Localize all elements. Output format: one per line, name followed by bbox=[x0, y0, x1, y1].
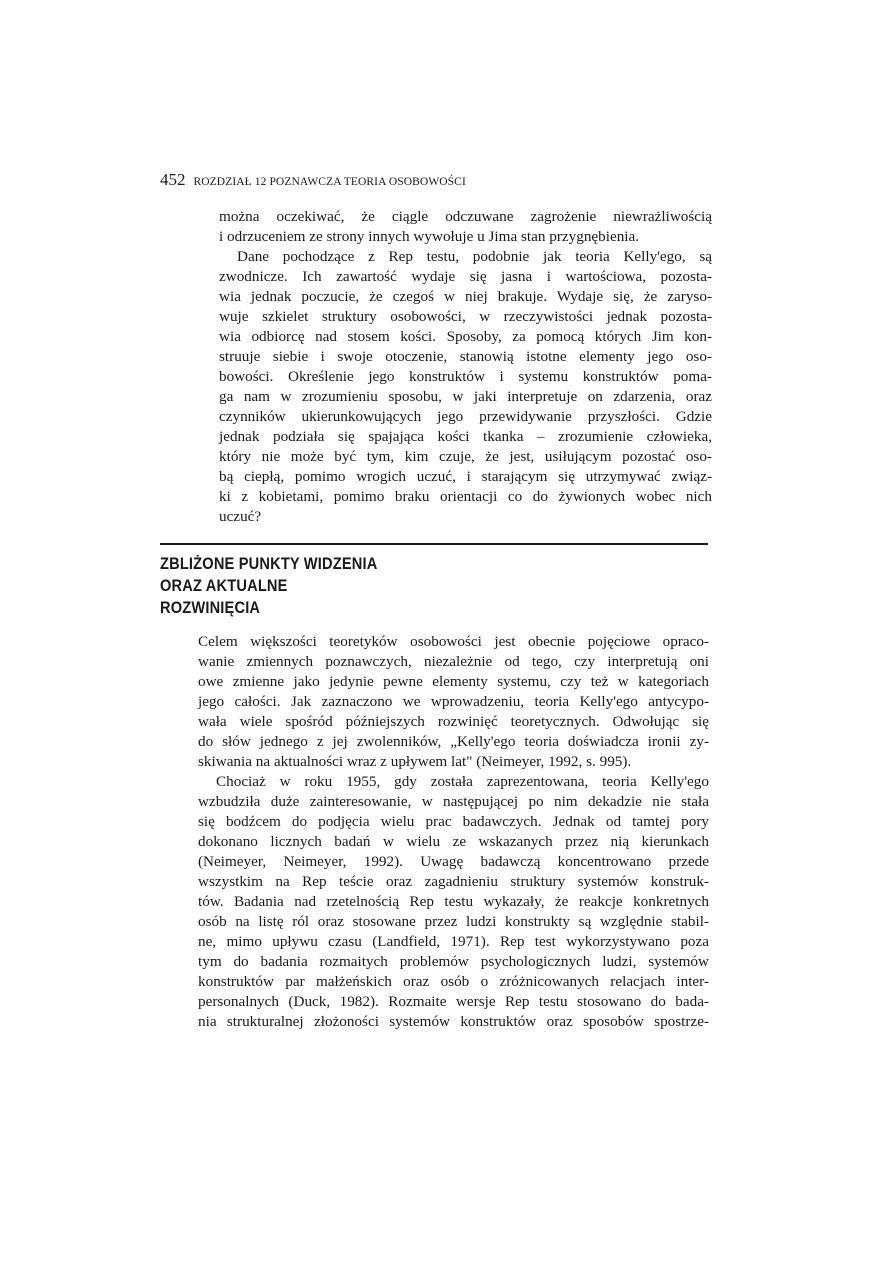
section-heading-line: ZBLIŻONE PUNKTY WIDZENIA bbox=[160, 554, 378, 573]
text-line: owe zmienne jako jedynie pewne elementy systemu, czy też w kategoriach bbox=[198, 673, 709, 690]
text-line: wuje szkielet struktury osobowości, w rzeczywistości jednak pozosta- bbox=[219, 308, 712, 325]
text-line: konstruktów par małżeńskich oraz osób o zróżnicowanych relacjach inter- bbox=[198, 973, 709, 990]
paragraph-rep-test-critique bbox=[219, 247, 712, 527]
text-line: ne, mimo upływu czasu (Landfield, 1971). Rep test wykorzystywano poza bbox=[198, 933, 709, 950]
text-line: (Neimeyer, Neimeyer, 1992). Uwagę badawczą koncentrowano przede bbox=[198, 853, 709, 870]
text-line: osób na listę ról oraz stosowane przez ludzi konstrukty są względnie stabil- bbox=[198, 913, 709, 930]
text-line: ga nam w zrozumieniu sposobu, w jaki interpretuje on zdarzenia, oraz bbox=[219, 388, 712, 405]
text-line: tów. Badania nad rzetelnością Rep testu wykazały, że reakcje konkretnych bbox=[198, 893, 709, 910]
paragraph-continued bbox=[219, 207, 712, 247]
page-number: 452 bbox=[160, 170, 186, 189]
section-heading bbox=[160, 553, 377, 619]
paragraph-research-history bbox=[198, 772, 709, 1032]
text-line: wia jednak poczucie, że czegoś w niej brakuje. Wydaje się, że zaryso- bbox=[219, 288, 712, 305]
section-text-block bbox=[198, 632, 709, 1032]
text-line: wia odbiorcę nad stosem kości. Sposoby, za pomocą których Jim kon- bbox=[219, 328, 712, 345]
text-line: który nie może być tym, kim czuje, że jest, usiłującym pozostać oso- bbox=[219, 448, 712, 465]
text-line: bowości. Określenie jego konstruktów i systemu konstruktów poma- bbox=[219, 368, 712, 385]
running-head bbox=[160, 170, 466, 192]
paragraph-cognitive-variables bbox=[198, 632, 709, 772]
text-line: Dane pochodzące z Rep testu, podobnie jak teoria Kelly'ego, są bbox=[237, 248, 712, 265]
chapter-title: ROZDZIAŁ 12 POZNAWCZA TEORIA OSOBOWOŚCI bbox=[193, 176, 466, 188]
text-line: jednak podziała się spajająca kości tkanka – zrozumienie człowieka, bbox=[219, 428, 712, 445]
text-line: do słów jednego z jej zwolenników, „Kelly'ego teoria doświadcza ironii zy- bbox=[198, 733, 709, 750]
text-line: dokonano licznych badań w wielu ze wskazanych przez nią kierunkach bbox=[198, 833, 709, 850]
text-line: można oczekiwać, że ciągle odczuwane zagrożenie niewrażliwością bbox=[219, 208, 712, 225]
text-line: ki z kobietami, pomimo braku orientacji co do żywionych wobec nich bbox=[219, 488, 712, 505]
text-line: zwodnicze. Ich zawartość wydaje się jasna i wartościowa, pozosta- bbox=[219, 268, 712, 285]
text-line: wanie zmiennych poznawczych, niezależnie od tego, czy interpretują oni bbox=[198, 653, 709, 670]
text-line: uczuć? bbox=[219, 508, 262, 525]
text-line: tym do badania rozmaitych problemów psychologicznych ludzi, systemów bbox=[198, 953, 709, 970]
text-line: się bodźcem do podjęcia wielu prac badawczych. Jednak od tamtej pory bbox=[198, 813, 709, 830]
text-line: wszystkim na Rep teście oraz zagadnieniu struktury systemów konstruk- bbox=[198, 873, 709, 890]
text-line: wała wiele spośród późniejszych rozwinięć teoretycznych. Odwołując się bbox=[198, 713, 709, 730]
text-line: Celem większości teoretyków osobowości jest obecnie pojęciowe opraco- bbox=[198, 633, 709, 650]
section-heading-line: ORAZ AKTUALNE bbox=[160, 576, 288, 595]
text-line: i odrzuceniem ze strony innych wywołuje u Jima stan przygnębienia. bbox=[219, 228, 640, 245]
section-heading-line: ROZWINIĘCIA bbox=[160, 598, 261, 617]
text-line: bą ciepłą, pomimo wrogich uczuć, i starającym się utrzymywać związ- bbox=[219, 468, 712, 485]
text-line: wzbudziła duże zainteresowanie, w następującej po nim dekadzie nie stała bbox=[198, 793, 709, 810]
section-divider bbox=[160, 543, 708, 545]
text-line: Chociaż w roku 1955, gdy została zaprezentowana, teoria Kelly'ego bbox=[216, 773, 709, 790]
text-line: jego całości. Jak zaznaczono we wprowadzeniu, teoria Kelly'ego antycypo- bbox=[198, 693, 709, 710]
text-line: nia strukturalnej złożoności systemów konstruktów oraz sposobów spostrze- bbox=[198, 1013, 709, 1030]
text-line: personalnych (Duck, 1982). Rozmaite wersje Rep testu stosowano do bada- bbox=[198, 993, 709, 1010]
text-line: czynników ukierunkowujących jego przewidywanie przyszłości. Gdzie bbox=[219, 408, 712, 425]
top-text-block bbox=[219, 207, 712, 527]
text-line: struuje siebie i swoje otoczenie, stanowią istotne elementy jego oso- bbox=[219, 348, 712, 365]
text-line: skiwania na aktualności wraz z upływem lat" (Neimeyer, 1992, s. 995). bbox=[198, 753, 632, 770]
